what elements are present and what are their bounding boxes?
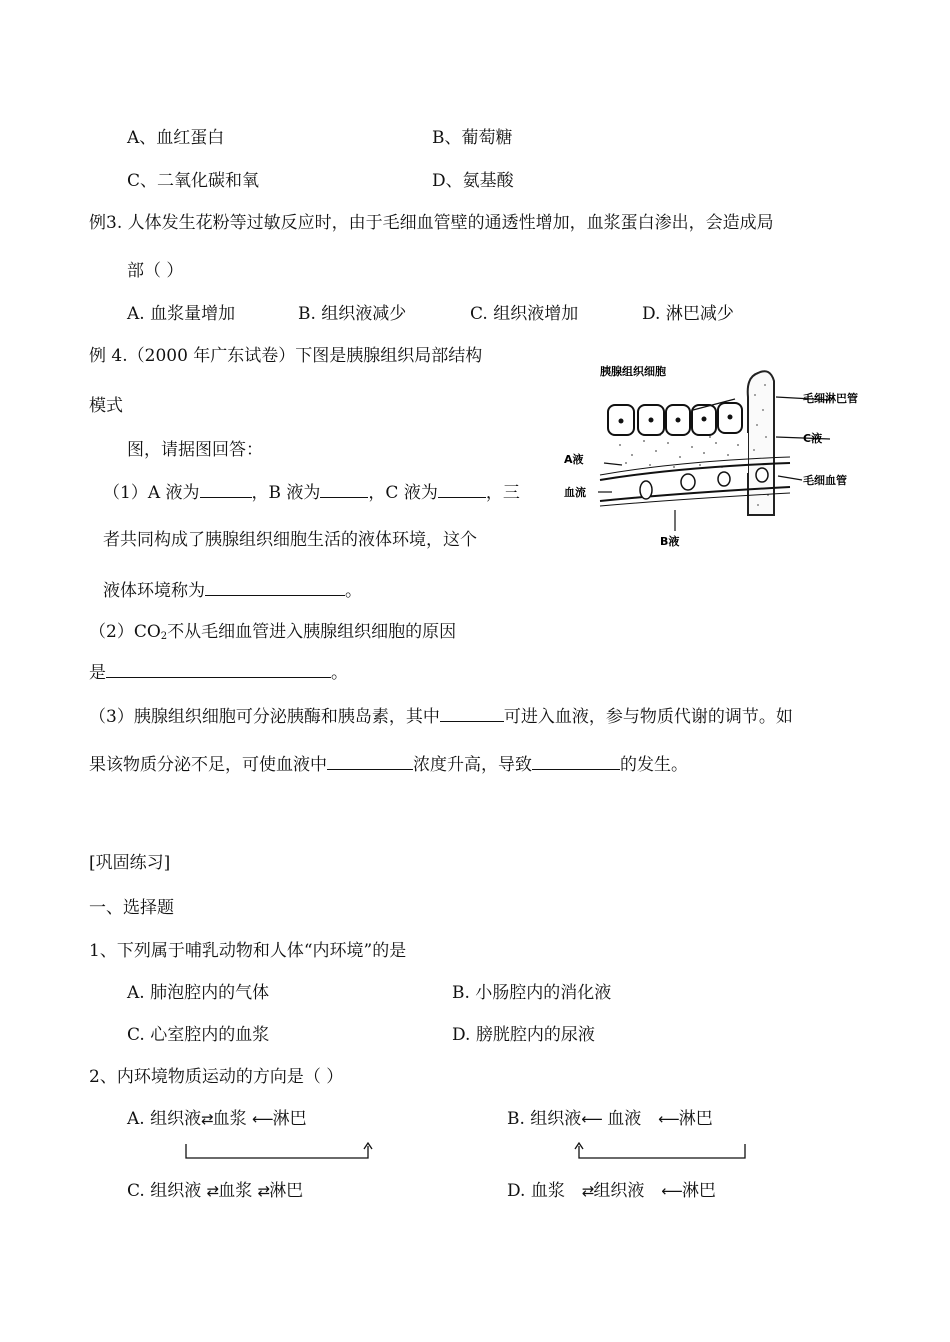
- ex2-option-c: C、二氧化碳和氧: [127, 171, 260, 191]
- q2-option-d: D. 血浆 ⇄组织液 ⟵淋巴: [507, 1181, 716, 1201]
- q2-option-b: B. 组织液⟵ 血液 ⟵淋巴: [507, 1109, 713, 1129]
- answer-blank-a[interactable]: [200, 481, 252, 498]
- left-arrow-icon: ⟵: [581, 1110, 602, 1128]
- question-2: 2、内环境物质运动的方向是（ ）: [89, 1067, 344, 1087]
- q1-option-c: C. 心室腔内的血浆: [127, 1025, 270, 1045]
- label-pancreas-cell: 胰腺组织细胞: [600, 365, 666, 378]
- answer-blank-disease[interactable]: [532, 753, 620, 770]
- ex2-option-b: B、葡萄糖: [432, 128, 513, 148]
- ex4-q2-cont: 是 。: [89, 663, 348, 683]
- ex4-q3: （3）胰腺组织细胞可分泌胰酶和胰岛素，其中 可进入血液，参与物质代谢的调节。如: [89, 707, 793, 727]
- double-arrow-icon: ⇄: [581, 1182, 594, 1200]
- answer-blank-hormone[interactable]: [440, 705, 504, 722]
- ex4-q3-cont: 果该物质分泌不足，可使血液中 浓度升高，导致 的发生。: [89, 755, 688, 775]
- label-c-fluid: C液: [803, 432, 823, 445]
- ex4-q1-cont2: 液体环境称为 。: [103, 581, 362, 601]
- ex3-question-cont: 部（ ）: [127, 261, 184, 281]
- q1-option-b: B. 小肠腔内的消化液: [452, 983, 612, 1003]
- double-arrow-icon: ⇄: [201, 1110, 213, 1128]
- answer-blank-reason[interactable]: [106, 661, 331, 678]
- ex4-q1: （1）A 液为 ，B 液为 ，C 液为 ，三: [103, 483, 520, 503]
- label-blood-capillary: 毛细血管: [803, 474, 847, 487]
- ex3-option-b: B. 组织液减少: [298, 304, 407, 324]
- q2-b-bracket-arrow: [573, 1140, 753, 1162]
- ex4-q2: $(2)CO_2$不从毛细血管进入胰腺组织细胞的原因: [89, 622, 457, 642]
- ex3-option-c: C. 组织液增加: [470, 304, 579, 324]
- pancreas-tissue-diagram: [560, 355, 875, 555]
- answer-blank-b[interactable]: [320, 481, 368, 498]
- ex3-question: 例3. 人体发生花粉等过敏反应时，由于毛细血管壁的通透性增加，血浆蛋白渗出，会造成局: [89, 213, 774, 233]
- left-arrow-icon: ⟵: [252, 1110, 273, 1128]
- q1-option-d: D. 膀胱腔内的尿液: [452, 1025, 595, 1045]
- q2-option-a: A. 组织液⇄血浆 ⟵淋巴: [127, 1109, 307, 1129]
- ex3-option-d: D. 淋巴减少: [642, 304, 734, 324]
- q2-option-c: C. 组织液 ⇄血浆 ⇄淋巴: [127, 1181, 304, 1201]
- ex4-question-cont: 模式: [89, 396, 123, 416]
- ex2-option-a: A、血红蛋白: [127, 128, 225, 148]
- double-arrow-icon: ⇄: [257, 1182, 270, 1200]
- ex4-question: 例 4.（2000 年广东试卷）下图是胰腺组织局部结构: [89, 346, 483, 366]
- answer-blank-c[interactable]: [438, 481, 486, 498]
- ex2-option-d: D、氨基酸: [432, 171, 514, 191]
- left-arrow-icon: ⟵: [658, 1110, 679, 1128]
- question-1: 1、下列属于哺乳动物和人体“内环境”的是: [89, 941, 407, 961]
- answer-blank-substance[interactable]: [327, 753, 413, 770]
- label-blood-flow: 血流: [564, 486, 586, 499]
- left-arrow-icon: ⟵: [661, 1182, 682, 1200]
- ex4-instruction: 图，请据图回答：: [127, 440, 263, 460]
- answer-blank-environment[interactable]: [205, 579, 345, 596]
- practice-header: [巩固练习]: [89, 853, 171, 873]
- section-title: 一、选择题: [89, 898, 174, 918]
- label-a-fluid: A液: [564, 453, 584, 466]
- ex4-q1-cont: 者共同构成了胰腺组织细胞生活的液体环境，这个: [103, 530, 477, 550]
- ex3-option-a: A. 血浆量增加: [127, 304, 236, 324]
- label-b-fluid: B液: [660, 535, 680, 548]
- double-arrow-icon: ⇄: [206, 1182, 219, 1200]
- q1-option-a: A. 肺泡腔内的气体: [127, 983, 270, 1003]
- q2-a-bracket-arrow: [180, 1140, 380, 1162]
- label-lymph-capillary: 毛细淋巴管: [803, 392, 858, 405]
